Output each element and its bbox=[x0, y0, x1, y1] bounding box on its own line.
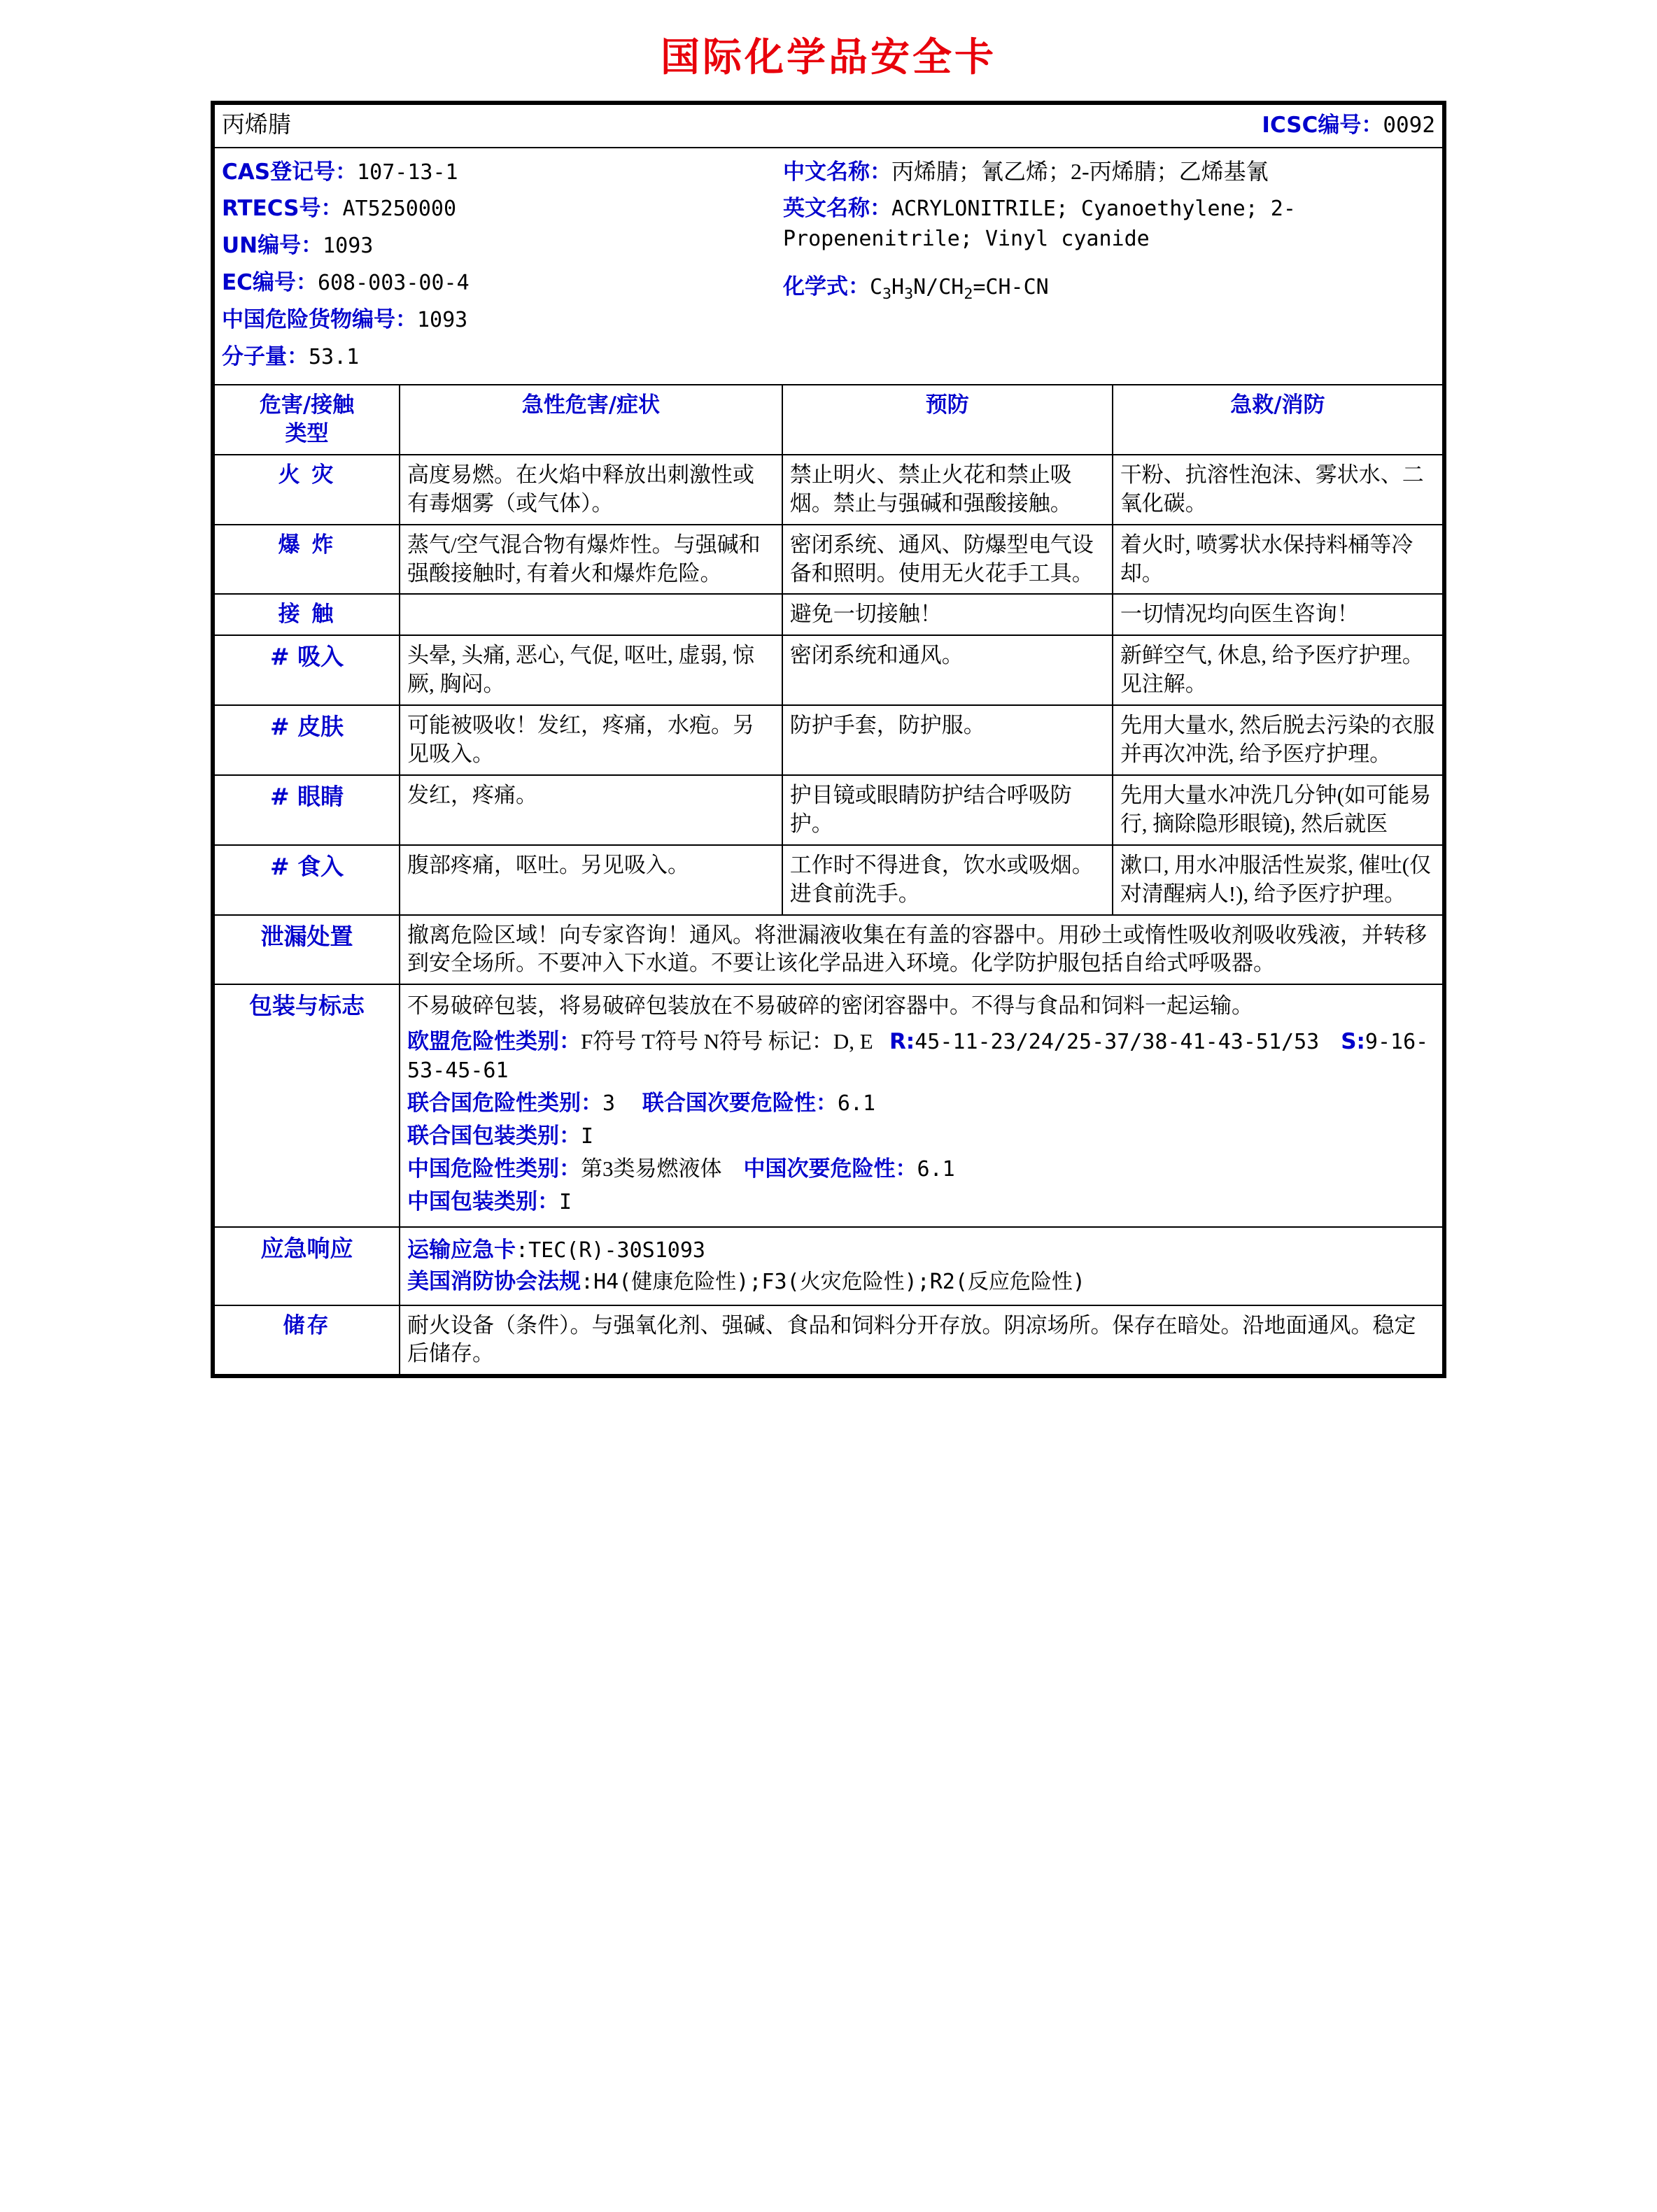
table-row bbox=[214, 525, 1443, 595]
row-label-explosion: 爆 炸 bbox=[214, 525, 400, 595]
row-label-packaging: 包装与标志 bbox=[214, 984, 400, 1226]
icsc-card bbox=[211, 101, 1446, 1378]
cell-inhalation-hazard: 头晕, 头痛, 恶心, 气促, 呕吐, 虚弱, 惊厥, 胸闷。 bbox=[400, 635, 782, 705]
packaging-un-class bbox=[407, 1089, 1435, 1118]
ec-label: EC编号： bbox=[222, 270, 318, 296]
nfpa-value: :H4(健康危险性);F3(火灾危险性);R2(反应危险性) bbox=[581, 1269, 1085, 1294]
row-label-skin: # 皮肤 bbox=[214, 705, 400, 775]
ec-field bbox=[222, 267, 777, 297]
spillage-row bbox=[214, 915, 1443, 985]
cell-fire-hazard: 高度易燃。在火焰中释放出刺激性或有毒烟雾（或气体）。 bbox=[400, 455, 782, 525]
card-header-cell bbox=[214, 104, 1443, 148]
storage-row bbox=[214, 1305, 1443, 1375]
cell-eyes-hazard: 发红，疼痛。 bbox=[400, 775, 782, 845]
table-row bbox=[214, 775, 1443, 845]
cell-ingestion-firstaid: 漱口, 用水冲服活性炭浆, 催吐(仅对清醒病人!), 给予医疗护理。 bbox=[1113, 845, 1443, 915]
substance-name: 丙烯腈 bbox=[222, 113, 291, 138]
row-label-spillage: 泄漏处置 bbox=[214, 915, 400, 985]
cell-exposure-prevention: 避免一切接触！ bbox=[782, 594, 1113, 635]
chinese-name-value: 丙烯腈；氰乙烯；2-丙烯腈；乙烯基氰 bbox=[891, 158, 1269, 184]
un-pack-value: I bbox=[581, 1124, 594, 1149]
row-label-fire: 火 灾 bbox=[214, 455, 400, 525]
row-label-inhalation: # 吸入 bbox=[214, 635, 400, 705]
cell-inhalation-firstaid: 新鲜空气, 休息, 给予医疗护理。见注解。 bbox=[1113, 635, 1443, 705]
emergency-tec bbox=[407, 1236, 1435, 1265]
card-header-row bbox=[214, 104, 1443, 148]
cn-pack-label: 中国包装类别： bbox=[407, 1189, 560, 1214]
column-header-firstaid: 急救/消防 bbox=[1113, 385, 1443, 455]
icsc-label: ICSC编号： bbox=[1262, 113, 1383, 138]
chinese-name-label: 中文名称： bbox=[782, 159, 891, 185]
un-class-value: 3 bbox=[602, 1091, 616, 1116]
cn-sub-value: 6.1 bbox=[917, 1156, 955, 1182]
row-label-storage: 储存 bbox=[214, 1305, 400, 1375]
packaging-un-group bbox=[407, 1122, 1435, 1151]
table-row bbox=[214, 594, 1443, 635]
cell-skin-firstaid: 先用大量水, 然后脱去污染的衣服并再次冲洗, 给予医疗护理。 bbox=[1113, 705, 1443, 775]
page bbox=[0, 27, 1657, 1378]
icsc-number-group bbox=[1262, 111, 1435, 140]
rtecs-label: RTECS号： bbox=[222, 196, 343, 222]
cell-explosion-hazard: 蒸气/空气混合物有爆炸性。与强碱和强酸接触时, 有着火和爆炸危险。 bbox=[400, 525, 782, 595]
chinese-name-field bbox=[783, 157, 1435, 187]
packaging-cn-class bbox=[407, 1155, 1435, 1184]
cell-explosion-firstaid: 着火时, 喷雾状水保持料桶等冷却。 bbox=[1113, 525, 1443, 595]
un-class-label: 联合国危险性类别： bbox=[407, 1091, 603, 1116]
eu-class-label: 欧盟危险性类别： bbox=[407, 1029, 581, 1055]
eu-s-label: S: bbox=[1341, 1029, 1365, 1055]
cell-fire-prevention: 禁止明火、禁止火花和禁止吸烟。禁止与强碱和强酸接触。 bbox=[782, 455, 1113, 525]
cell-skin-hazard: 可能被吸收！发红，疼痛，水疱。另见吸入。 bbox=[400, 705, 782, 775]
cn-class-label: 中国危险性类别： bbox=[407, 1156, 581, 1182]
cas-label: CAS登记号： bbox=[222, 159, 358, 185]
cell-exposure-hazard bbox=[400, 594, 782, 635]
packaging-cn-group bbox=[407, 1188, 1435, 1217]
cell-skin-prevention: 防护手套，防护服。 bbox=[782, 705, 1113, 775]
molecular-weight-value: 53.1 bbox=[309, 345, 360, 370]
column-header-hazard-type: 危害/接触 类型 bbox=[214, 385, 400, 455]
emergency-row bbox=[214, 1227, 1443, 1305]
cn-sub-label: 中国次要危险性： bbox=[743, 1156, 917, 1182]
icsc-number: 0092 bbox=[1383, 113, 1435, 138]
column-header-row bbox=[214, 385, 1443, 455]
cell-inhalation-prevention: 密闭系统和通风。 bbox=[782, 635, 1113, 705]
cell-emergency bbox=[400, 1227, 1443, 1305]
english-name-field bbox=[783, 193, 1435, 253]
column-header-prevention: 预防 bbox=[782, 385, 1113, 455]
page-title: 国际化学品安全卡 bbox=[661, 35, 996, 80]
cell-eyes-firstaid: 先用大量水冲洗几分钟(如可能易行, 摘除隐形眼镜), 然后就医 bbox=[1113, 775, 1443, 845]
tec-label: 运输应急卡 bbox=[407, 1237, 516, 1263]
row-label-emergency: 应急响应 bbox=[214, 1227, 400, 1305]
cell-eyes-prevention: 护目镜或眼睛防护结合呼吸防护。 bbox=[782, 775, 1113, 845]
packaging-intro: 不易破碎包装，将易破碎包装放在不易破碎的密闭容器中。不得与食品和饲料一起运输。 bbox=[407, 993, 1254, 1019]
cell-ingestion-prevention: 工作时不得进食，饮水或吸烟。进食前洗手。 bbox=[782, 845, 1113, 915]
rtecs-value: AT5250000 bbox=[342, 197, 457, 222]
english-name-label: 英文名称： bbox=[782, 196, 891, 222]
english-name-value: ACRYLONITRILE; Cyanoethylene; 2-Propenenitrile; Vinyl cyanide bbox=[782, 197, 1296, 252]
cell-ingestion-hazard: 腹部疼痛，呕吐。另见吸入。 bbox=[400, 845, 782, 915]
icsc-table bbox=[213, 104, 1444, 1375]
table-row bbox=[214, 705, 1443, 775]
cn-class-value: 第3类易燃液体 bbox=[581, 1156, 722, 1181]
eu-r-value: 45-11-23/24/25-37/38-41-43-51/53 bbox=[915, 1030, 1320, 1055]
cell-spillage-text: 撤离危险区域！向专家咨询！通风。将泄漏液收集在有盖的容器中。用砂土或惰性吸收剂吸收残液，并转移到安全场所。不要冲入下水道。不要让该化学品进入环境。化学防护服包括自给式呼吸器。 bbox=[400, 915, 1443, 985]
china-dg-field bbox=[222, 304, 777, 334]
identification-right bbox=[783, 154, 1435, 378]
column-header-acute-hazards: 急性危害/症状 bbox=[400, 385, 782, 455]
tec-value: :TEC(R)-30S1093 bbox=[516, 1238, 705, 1263]
formula-label: 化学式： bbox=[782, 274, 870, 299]
cell-fire-firstaid: 干粉、抗溶性泡沫、雾状水、二氧化碳。 bbox=[1113, 455, 1443, 525]
table-row bbox=[214, 845, 1443, 915]
cell-explosion-prevention: 密闭系统、通风、防爆型电气设备和照明。使用无火花手工具。 bbox=[782, 525, 1113, 595]
row-label-eyes: # 眼睛 bbox=[214, 775, 400, 845]
un-sub-value: 6.1 bbox=[837, 1091, 876, 1116]
identification-left bbox=[222, 154, 783, 378]
cell-exposure-firstaid: 一切情况均向医生咨询！ bbox=[1113, 594, 1443, 635]
cell-packaging bbox=[400, 984, 1443, 1226]
rtecs-field bbox=[222, 193, 777, 223]
identification-row bbox=[214, 148, 1443, 385]
molecular-weight-field bbox=[222, 341, 777, 371]
row-label-ingestion: # 食入 bbox=[214, 845, 400, 915]
molecular-weight-label: 分子量： bbox=[222, 344, 309, 370]
formula-field bbox=[783, 271, 1435, 305]
nfpa-label: 美国消防协会法规 bbox=[407, 1268, 581, 1294]
eu-s-value: 9-16-53-45-61 bbox=[407, 1030, 1429, 1084]
un-field bbox=[222, 230, 777, 260]
china-dg-value: 1093 bbox=[417, 308, 468, 333]
identification-cell bbox=[214, 148, 1443, 385]
eu-r-label: R: bbox=[889, 1029, 915, 1055]
table-row bbox=[214, 635, 1443, 705]
cas-value: 107-13-1 bbox=[357, 159, 458, 185]
un-pack-label: 联合国包装类别： bbox=[407, 1123, 581, 1149]
formula-value: $C_3H_3N/CH_2=CH-CN$ bbox=[869, 274, 1049, 303]
cas-field bbox=[222, 157, 777, 187]
un-label: UN编号： bbox=[222, 233, 323, 259]
un-sub-label: 联合国次要危险性： bbox=[642, 1091, 838, 1116]
ec-value: 608-003-00-4 bbox=[317, 271, 470, 296]
cell-storage-text: 耐火设备（条件）。与强氧化剂、强碱、食品和饲料分开存放。阴凉场所。保存在暗处。沿地面通风。稳定后储存。 bbox=[400, 1305, 1443, 1375]
packaging-row bbox=[214, 984, 1443, 1226]
cn-pack-value: I bbox=[559, 1189, 572, 1214]
eu-class-value: F符号 T符号 N符号 标记：D, E bbox=[581, 1029, 873, 1054]
packaging-eu-class bbox=[407, 1028, 1435, 1085]
emergency-nfpa bbox=[407, 1268, 1435, 1296]
china-dg-label: 中国危险货物编号： bbox=[222, 307, 417, 333]
table-row bbox=[214, 455, 1443, 525]
un-value: 1093 bbox=[323, 234, 374, 259]
row-label-exposure: 接 触 bbox=[214, 594, 400, 635]
